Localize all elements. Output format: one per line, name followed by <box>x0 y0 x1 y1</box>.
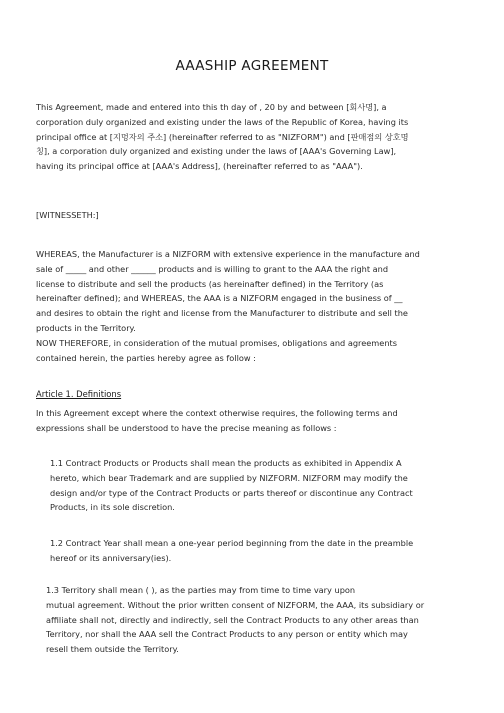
whereas-line: license to distribute and sell the products (as hereinafter defined) in the Territory (as <box>36 278 384 289</box>
clause-line: Products, in its sole discretion. <box>50 502 175 513</box>
article-intro-line: In this Agreement except where the context otherwise requires, the following terms and <box>36 408 398 418</box>
clause-line: hereto, which bear Trademark and are supplied by NIZFORM. NIZFORM may modify the <box>50 472 408 483</box>
intro-paragraph <box>36 100 468 174</box>
clause-line: mutual agreement. Without the prior written consent of NIZFORM, the AAA, its subsidiary or <box>46 599 425 610</box>
intro-line: 칭], a corporation duly organized and existing under the laws of [AAA's Governing Law], <box>36 146 397 157</box>
clause-line: design and/or type of the Contract Products or parts thereof or discontinue any Contract <box>50 487 413 498</box>
clause-1-2 <box>50 536 468 566</box>
clause-line: 1.1 Contract Products or Products shall mean the products as exhibited in Appendix A <box>50 458 402 468</box>
clause-line: Territory, nor shall the AAA sell the Contract Products to any person or entity which may <box>46 629 408 640</box>
intro-line: This Agreement, made and entered into this th day of , 20 by and between [회사명], a <box>36 102 387 112</box>
clause-line: 1.2 Contract Year shall mean a one-year period beginning from the date in the preamble <box>50 538 414 548</box>
article-intro-line: expressions shall be understood to have the precise meaning as follows : <box>36 422 337 433</box>
clause-line: 1.3 Territory shall mean ( ), as the parties may from time to time vary upon <box>46 585 356 595</box>
whereas-line: and desires to obtain the right and license from the Manufacturer to distribute and sell the <box>36 308 408 319</box>
whereas-line: sale of _____ and other ______ products and is willing to grant to the AAA the right and <box>36 263 389 274</box>
whereas-paragraph <box>36 247 468 365</box>
document-title: AAASHIP AGREEMENT <box>175 58 329 74</box>
intro-line: corporation duly organized and existing under the laws of the Republic of Korea, having its <box>36 116 409 127</box>
article-1-heading: Article 1. Definitions <box>36 389 122 399</box>
clause-line: affiliate shall not, directly and indirectly, sell the Contract Products to any other areas than <box>46 614 419 625</box>
now-therefore-line: NOW THEREFORE, in consideration of the mutual promises, obligations and agreements <box>36 337 397 348</box>
witnesseth-label: [WITNESSETH:] <box>36 210 99 220</box>
intro-line: principal office at [지멍자의 주소] (hereinafter referred to as "NIZFORM") and [판매점의 상호명 <box>36 131 409 142</box>
clause-1-1 <box>50 456 468 515</box>
clause-1-3 <box>46 583 468 657</box>
now-therefore-line: contained herein, the parties hereby agree as follow : <box>36 352 256 363</box>
whereas-line: products in the Territory. <box>36 322 136 333</box>
article-1-intro <box>36 406 468 436</box>
intro-line: having its principal office at [AAA's Address], (hereinafter referred to as "AAA"). <box>36 161 363 172</box>
clause-line: resell them outside the Territory. <box>46 644 179 655</box>
clause-line: hereof or its anniversary(ies). <box>50 552 172 563</box>
whereas-line: hereinafter defined); and WHEREAS, the AAA is a NIZFORM engaged in the business of __ <box>36 293 403 304</box>
whereas-line: WHEREAS, the Manufacturer is a NIZFORM with extensive experience in the manufacture and <box>36 249 420 259</box>
